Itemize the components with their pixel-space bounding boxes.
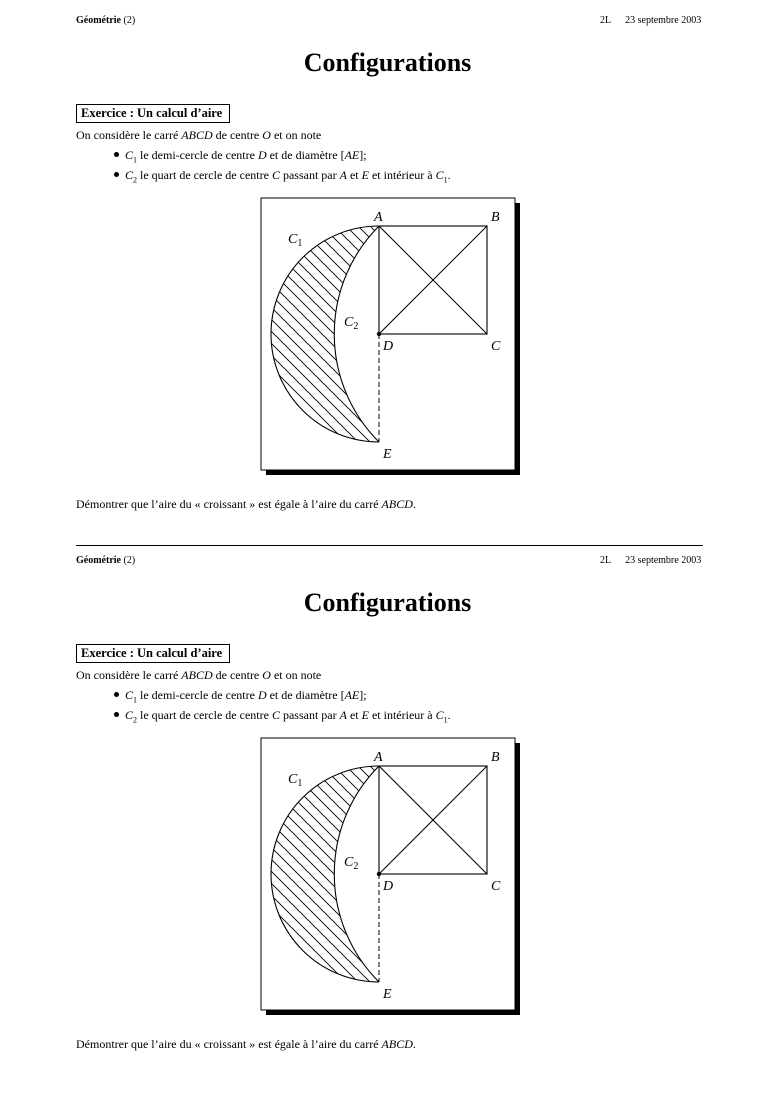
text-span: C [435,168,444,182]
text-span: A [339,168,347,182]
text-span: 2 [133,715,138,725]
text-span: ABCD [381,1037,413,1051]
hatch-line [260,1016,400,1017]
page-title: Configurations [303,48,472,77]
text-span: Démontrer que l’aire du « croissant » est égale à l’aire du carré [76,1037,382,1051]
bullet-item [114,688,367,704]
text-span: C [288,232,298,247]
page-bottom [0,540,775,1080]
text-span: . [447,708,451,722]
page-top [0,0,775,540]
point-d [377,332,381,336]
text-span: ABCD [381,497,413,511]
exercise-label: Exercice : Un calcul d’aire [76,644,230,663]
text-span: le demi-cercle de centre [137,148,258,162]
label-a: A [374,210,383,225]
text-span: et on note [270,128,322,142]
point-d [377,872,381,876]
text-span: (2) [123,555,136,566]
label-b: B [491,750,500,765]
text-span: ABCD [181,128,213,142]
header-right [600,15,701,26]
label-e: E [383,447,392,462]
label-e: E [383,987,392,1002]
bullet-icon [114,172,119,177]
header-right [600,555,701,566]
text-span: On considère le carré [76,668,182,682]
bullet-item [114,168,451,184]
header-class: 2L [600,555,612,566]
text-span: Géométrie [76,15,121,26]
label-a: A [374,750,383,765]
text-span: 1 [297,778,303,789]
header-subject [76,15,135,26]
text-span: AE [344,688,360,702]
text-span: C [125,168,134,182]
text-span: (2) [123,15,136,26]
text-span: D [257,148,267,162]
text-span: C [435,708,444,722]
text-span: C [271,168,280,182]
text-span: le quart de cercle de centre [137,168,272,182]
text-span: le demi-cercle de centre [137,688,258,702]
bullet-item [114,148,367,164]
header-date: 23 septembre 2003 [625,555,702,566]
text-span: 2 [133,175,138,185]
header-class: 2L [600,15,612,26]
header-subject [76,555,135,566]
text-span: E [361,708,369,722]
header-date: 23 septembre 2003 [625,15,702,26]
text-span: passant par [279,168,340,182]
text-span: 1 [133,155,138,165]
hatch-line [260,732,400,736]
text-span: 2 [353,321,359,332]
text-span: de centre [212,668,263,682]
text-span: ]; [359,148,367,162]
geometry-figure [255,192,523,477]
intro-text [76,128,321,143]
bullet-icon [114,152,119,157]
text-span: . [412,1037,416,1051]
label-c: C [491,339,501,354]
text-span: et [346,168,362,182]
exercise-label: Exercice : Un calcul d’aire [76,104,230,123]
text-span: ABCD [181,668,213,682]
text-span: 1 [133,695,138,705]
text-span: C [125,148,134,162]
hatch-line [260,192,400,196]
text-span: O [262,128,271,142]
text-span: A [339,708,347,722]
text-span: . [447,168,451,182]
text-span: 2 [353,861,359,872]
bullet-icon [114,712,119,717]
text-span: ]; [359,688,367,702]
conclusion-text [76,1037,416,1052]
text-span: D [257,688,267,702]
bullet-item [114,708,451,724]
text-span: On considère le carré [76,128,182,142]
conclusion-text [76,497,416,512]
text-span: 1 [443,175,448,185]
text-span: Géométrie [76,555,121,566]
text-span: Démontrer que l’aire du « croissant » est égale à l’aire du carré [76,497,382,511]
text-span: 1 [297,238,303,249]
text-span: passant par [279,708,340,722]
label-c: C [491,879,501,894]
text-span: et de diamètre [ [266,688,345,702]
text-span: C [288,772,298,787]
text-span: C [125,688,134,702]
label-b: B [491,210,500,225]
text-span: C [125,708,134,722]
bullet-icon [114,692,119,697]
intro-text [76,668,321,683]
text-span: C [344,315,354,330]
text-span: et on note [270,668,322,682]
geometry-figure [255,732,523,1017]
label-d: D [383,339,394,354]
text-span: de centre [212,128,263,142]
label-d: D [383,879,394,894]
text-span: C [344,855,354,870]
text-span: et intérieur à [368,168,436,182]
hatch-line [260,476,400,477]
text-span: AE [344,148,360,162]
page-title: Configurations [303,588,472,617]
text-span: et de diamètre [ [266,148,345,162]
text-span: et intérieur à [368,708,436,722]
text-span: O [262,668,271,682]
text-span: le quart de cercle de centre [137,708,272,722]
text-span: et [346,708,362,722]
text-span: E [361,168,369,182]
text-span: 1 [443,715,448,725]
text-span: . [412,497,416,511]
text-span: C [271,708,280,722]
